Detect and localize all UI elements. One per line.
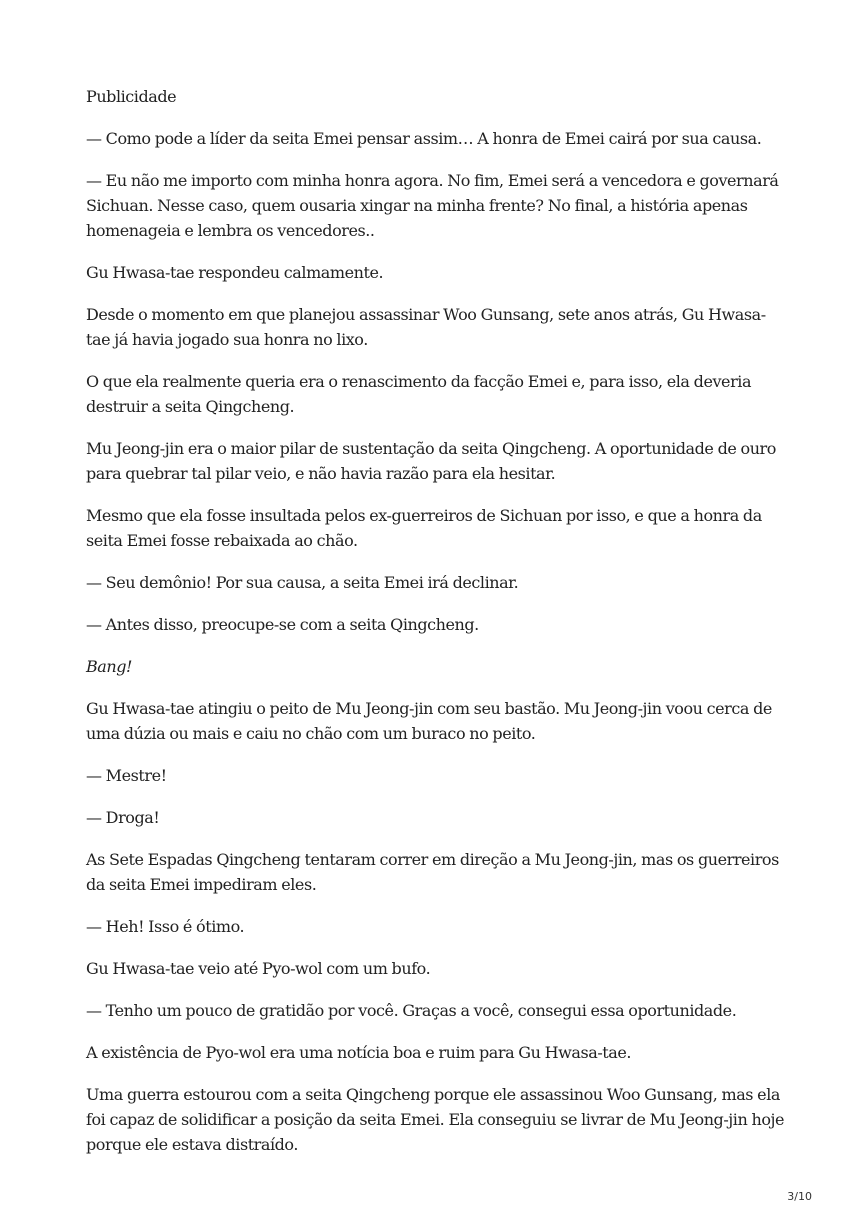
paragraph: Uma guerra estourou com a seita Qingcheng porque ele assassinou Woo Gunsang, mas ela foi capaz de solidificar a posição da seita Emei. Ela conseguiu se livrar de Mu Jeong-jin hoje porque ele estava distraído. — [86, 1085, 785, 1154]
paragraph: As Sete Espadas Qingcheng tentaram correr em direção a Mu Jeong-jin, mas os guerreiros da seita Emei impediram eles. — [86, 850, 779, 894]
document-body — [86, 84, 786, 1174]
paragraph: Gu Hwasa-tae veio até Pyo-wol com um bufo. — [86, 959, 431, 978]
paragraph: Gu Hwasa-tae atingiu o peito de Mu Jeong-jin com seu bastão. Mu Jeong-jin voou cerca de uma dúzia ou mais e caiu no chão com um buraco no peito. — [86, 699, 772, 743]
paragraph: — Mestre! — [86, 766, 167, 785]
page-number: 3/10 — [787, 1190, 812, 1203]
paragraph: — Droga! — [86, 808, 160, 827]
paragraph: Gu Hwasa-tae respondeu calmamente. — [86, 263, 384, 282]
paragraph: — Heh! Isso é ótimo. — [86, 917, 245, 936]
paragraph: — Como pode a líder da seita Emei pensar assim… A honra de Emei cairá por sua causa. — [86, 129, 762, 148]
paragraph: — Antes disso, preocupe-se com a seita Qingcheng. — [86, 615, 479, 634]
paragraph: Mu Jeong-jin era o maior pilar de sustentação da seita Qingcheng. A oportunidade de ouro para quebrar tal pilar veio, e não havia razão para ela hesitar. — [86, 439, 776, 483]
paragraph: A existência de Pyo-wol era uma notícia boa e ruim para Gu Hwasa-tae. — [86, 1043, 631, 1062]
paragraph: O que ela realmente queria era o renascimento da facção Emei e, para isso, ela deveria destruir a seita Qingcheng. — [86, 372, 752, 416]
paragraph: Desde o momento em que planejou assassinar Woo Gunsang, sete anos atrás, Gu Hwasa-tae já havia jogado sua honra no lixo. — [86, 305, 766, 349]
paragraph: Mesmo que ela fosse insultada pelos ex-guerreiros de Sichuan por isso, e que a honra da seita Emei fosse rebaixada ao chão. — [86, 506, 762, 550]
paragraph-advertisement-label: Publicidade — [86, 87, 177, 106]
paragraph: — Eu não me importo com minha honra agora. No fim, Emei será a vencedora e governará Sichuan. Nesse caso, quem ousaria xingar na minha frente? No final, a história apenas homenageia e lembra os vencedores.. — [86, 171, 779, 240]
paragraph: — Seu demônio! Por sua causa, a seita Emei irá declinar. — [86, 573, 519, 592]
paragraph: — Tenho um pouco de gratidão por você. Graças a você, consegui essa oportunidade. — [86, 1001, 737, 1020]
paragraph-italic: Bang! — [86, 657, 133, 676]
